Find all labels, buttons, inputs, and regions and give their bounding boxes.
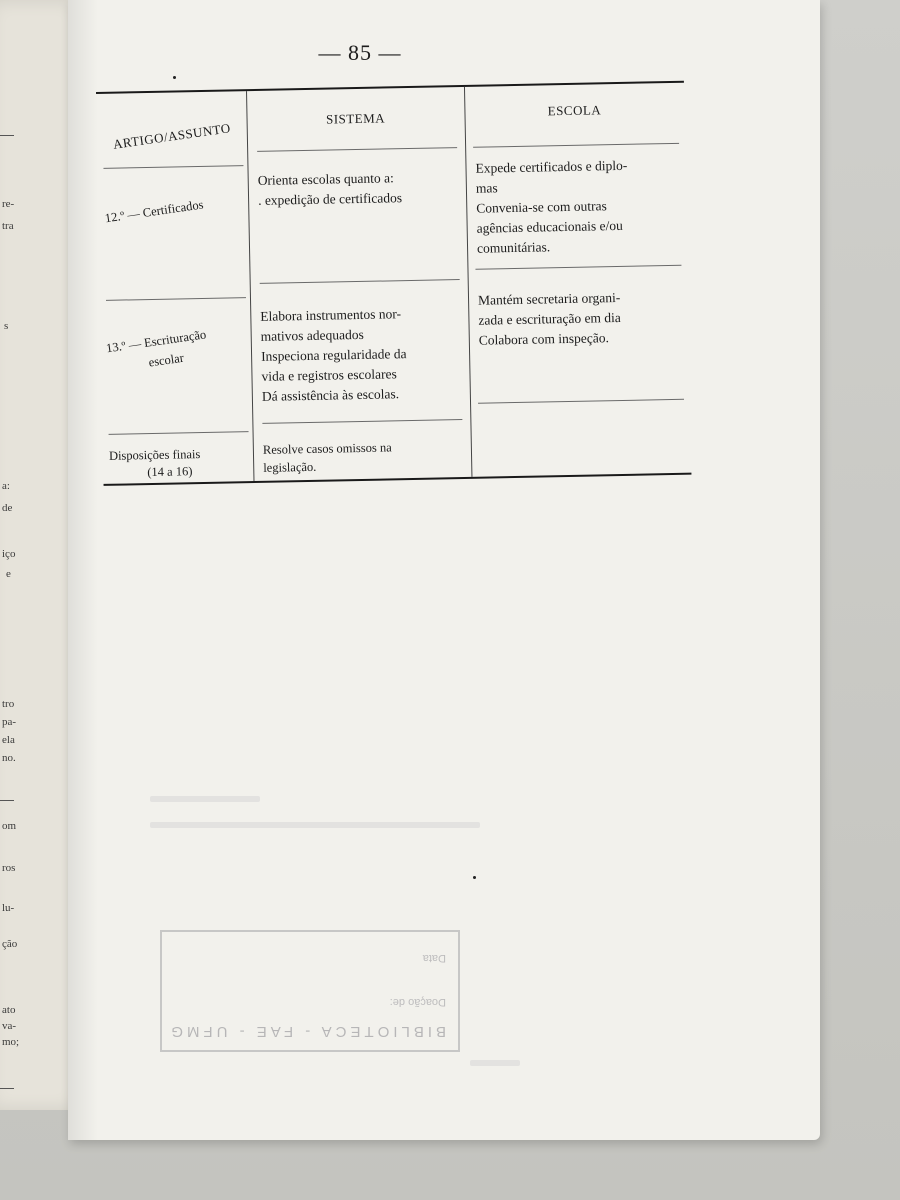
- left-fragment: ela: [2, 734, 15, 746]
- left-fragment: tro: [2, 698, 15, 710]
- left-fragment: mo;: [2, 1036, 20, 1048]
- left-fragment: de: [2, 502, 13, 514]
- cell-line: . expedição de certificados: [257, 190, 403, 208]
- stamp-line: Doação de:: [389, 996, 446, 1008]
- cell-line: 13.º — Escrituração: [105, 327, 207, 356]
- left-fragment: va-: [2, 1020, 17, 1032]
- left-fragment: re-: [2, 198, 15, 210]
- header-rule: [103, 165, 243, 169]
- left-fragment: a:: [2, 480, 10, 492]
- row-rule: [478, 399, 684, 404]
- left-fragment: no.: [2, 752, 16, 764]
- cell-line: Orienta escolas quanto a:: [257, 170, 394, 188]
- row-escola: [475, 155, 687, 259]
- cell-line: Mantém secretaria organi-: [477, 289, 621, 308]
- left-fragment: lu-: [2, 902, 15, 914]
- left-fragment: iço: [2, 548, 16, 560]
- cell-line: mas: [475, 180, 498, 196]
- cell-line: Disposições finais: [108, 447, 201, 463]
- cell-line: mativos adequados: [260, 326, 364, 344]
- cell-line: escolar: [147, 350, 185, 370]
- row-artigo: [105, 319, 249, 378]
- cell-line: Resolve casos omissos na: [262, 440, 392, 457]
- row-sistema: [263, 437, 470, 477]
- left-page-rule: [0, 135, 14, 136]
- row-rule: [475, 265, 681, 270]
- page-gutter-shadow: [68, 0, 98, 1140]
- left-fragment: tra: [2, 220, 14, 232]
- left-page-rule: [0, 1088, 14, 1089]
- left-fragment: pa-: [2, 716, 17, 728]
- cell-line: Convenia-se com outras: [476, 198, 607, 216]
- row-rule: [260, 279, 460, 284]
- row-rule: [109, 431, 249, 435]
- header-sistema: SISTEMA: [325, 110, 386, 127]
- row-artigo: [109, 445, 250, 482]
- cell-line: legislação.: [263, 459, 317, 475]
- cell-line: Expede certificados e diplo-: [475, 157, 628, 176]
- cell-line: zada e escrituração em dia: [478, 309, 621, 328]
- left-fragment: s: [4, 320, 9, 332]
- row-sistema: [258, 167, 465, 211]
- header-rule: [473, 143, 679, 148]
- bleed-through-text: [150, 822, 480, 828]
- row-rule: [106, 297, 246, 301]
- column-divider: [464, 87, 472, 477]
- stamp-line: Data: [422, 952, 446, 964]
- cell-line: Dá assistência às escolas.: [261, 386, 400, 404]
- stamp-title: BIBLIOTECA - FAE - UFMG: [167, 1023, 446, 1040]
- cell-line: Inspeciona regularidade da: [260, 346, 407, 364]
- cell-line: vida e registros escolares: [261, 366, 397, 384]
- left-fragment: om: [2, 820, 17, 832]
- row-sistema: [260, 303, 468, 407]
- cell-line: Elabora instrumentos nor-: [260, 306, 402, 324]
- cell-line: 12.º — Certificados: [103, 197, 205, 226]
- left-fragment: ros: [2, 862, 16, 874]
- left-fragment: ção: [2, 938, 18, 950]
- ink-dot: [173, 76, 176, 79]
- cell-line: agências educacionais e/ou: [476, 217, 623, 236]
- row-escola: [478, 287, 689, 351]
- row-artigo: [104, 189, 245, 229]
- library-stamp: [160, 930, 460, 1052]
- ink-dot: [473, 876, 476, 879]
- bleed-through-text: [150, 796, 260, 802]
- row-rule: [262, 419, 462, 424]
- left-fragment: ato: [2, 1004, 16, 1016]
- header-rule: [257, 147, 457, 152]
- page-number: — 85 —: [318, 40, 402, 65]
- cell-line: (14 a 16): [147, 464, 193, 480]
- header-escola: ESCOLA: [547, 102, 602, 119]
- cell-line: Colabora com inspeção.: [478, 330, 610, 348]
- header-artigo: ARTIGO/ASSUNTO: [112, 120, 232, 152]
- bleed-through-text: [470, 1060, 520, 1066]
- column-divider: [246, 91, 254, 481]
- left-fragment: e: [6, 568, 11, 580]
- cell-line: comunitárias.: [476, 239, 551, 256]
- responsibility-table: [96, 80, 704, 501]
- left-page-rule: [0, 800, 14, 801]
